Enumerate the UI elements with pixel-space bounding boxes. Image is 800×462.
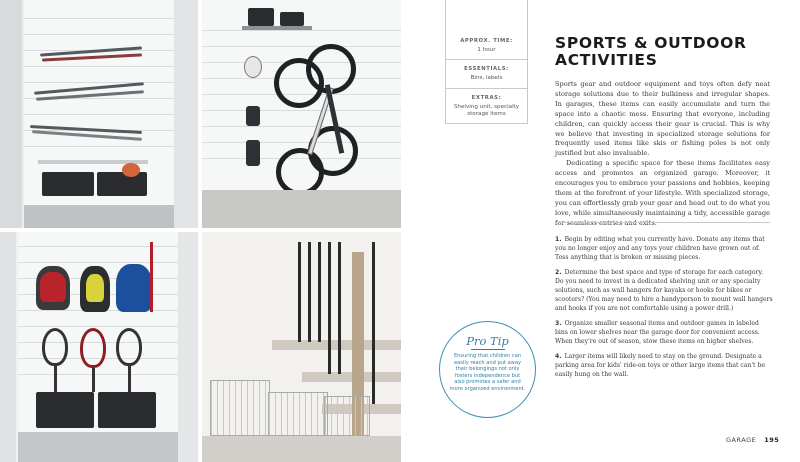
section-name: GARAGE [726, 436, 757, 444]
step-number: 1. [555, 236, 562, 243]
step-item [555, 269, 773, 314]
step-number: 4. [555, 353, 562, 361]
step-text: Organize smaller seasonal items and outdoor games in labeled bins on lower shelves near the garage door for convenient access. When they're out of season, stow these items on higher shelves. [555, 320, 760, 346]
step-item [555, 353, 773, 380]
intro-paragraph-1: Sports gear and outdoor equipment and toys often defy neat storage solutions due to their bulkiness and irregular shapes. In garages, these items can easily accumulate and turn the space into a chaotic mess. Ensuring that everyone, including children, can quickly access their gear is crucial. This is why we believe that investing in specialized storage solutions for frequently used items like skis or fishing poles is not only justified but also invaluable. [555, 80, 770, 158]
extras-section [446, 89, 527, 124]
step-number: 3. [555, 320, 562, 328]
photo-sports-wall [0, 232, 198, 462]
section-divider [555, 222, 770, 223]
step-text: Larger items will likely need to stay on the ground. Designate a parking area for kids' ride-on toys or other large items that can't be easily hung on the wall. [555, 353, 765, 379]
step-text: Determine the best space and type of storage for each category. Do you need to invest in a dedicated shelving unit or any specialty solutions, such as wall hangers for kayaks or hooks for bikes or scooters? (You may need to hire a handyperson to mount wall hangers and hooks if you are not comfortable using a power drill.) [555, 269, 773, 312]
essentials-label: ESSENTIALS: [464, 66, 509, 73]
steps-list [555, 236, 773, 387]
page-number: 195 [764, 436, 780, 444]
photo-bike-wall [202, 0, 401, 228]
essentials-value: Bins, labels [470, 75, 503, 82]
approx-time-section [446, 0, 527, 60]
page-title: SPORTS & OUTDOOR ACTIVITIES [555, 34, 747, 69]
pro-tip-text: Ensuring that children can easily reach and put away their belongings not only fosters independence but also promotes a safer and more organized environment. [449, 353, 526, 392]
pro-tip-underline [471, 349, 505, 350]
page-footer [726, 436, 779, 444]
step-item [555, 320, 773, 347]
intro-paragraph-2: Dedicating a specific space for these items facilitates easy access and promotes an organized garage. Moreover, it encourages you to embrace your passions and hobbies, keeping them at the forefront of your lifestyle. With specialized storage, you can effortlessly grab your gear and head out to do what you love, while simultaneously maintaining a tidy, accessible garage [555, 159, 770, 217]
extras-label: EXTRAS: [471, 94, 502, 101]
photo-staircase-storage [202, 232, 401, 462]
approx-time-label: APPROX. TIME: [460, 38, 513, 44]
pro-tip-callout [439, 321, 536, 418]
photo-ski-wall [0, 0, 198, 228]
project-info-sidebar [445, 0, 528, 124]
approx-time-value: 1 hour [477, 47, 496, 53]
step-number: 2. [555, 269, 562, 277]
step-text: Begin by editing what you currently have. Donate any items that you no longer enjoy and any toys your children have grown out of. Toss anything that is broken or missing pieces. [555, 236, 765, 261]
essentials-section [446, 60, 527, 88]
pro-tip-title: Pro Tip [466, 334, 509, 348]
step-item [555, 236, 773, 263]
extras-value: Shelving unit, specialty storage items [453, 103, 520, 117]
intro-text [555, 80, 770, 229]
